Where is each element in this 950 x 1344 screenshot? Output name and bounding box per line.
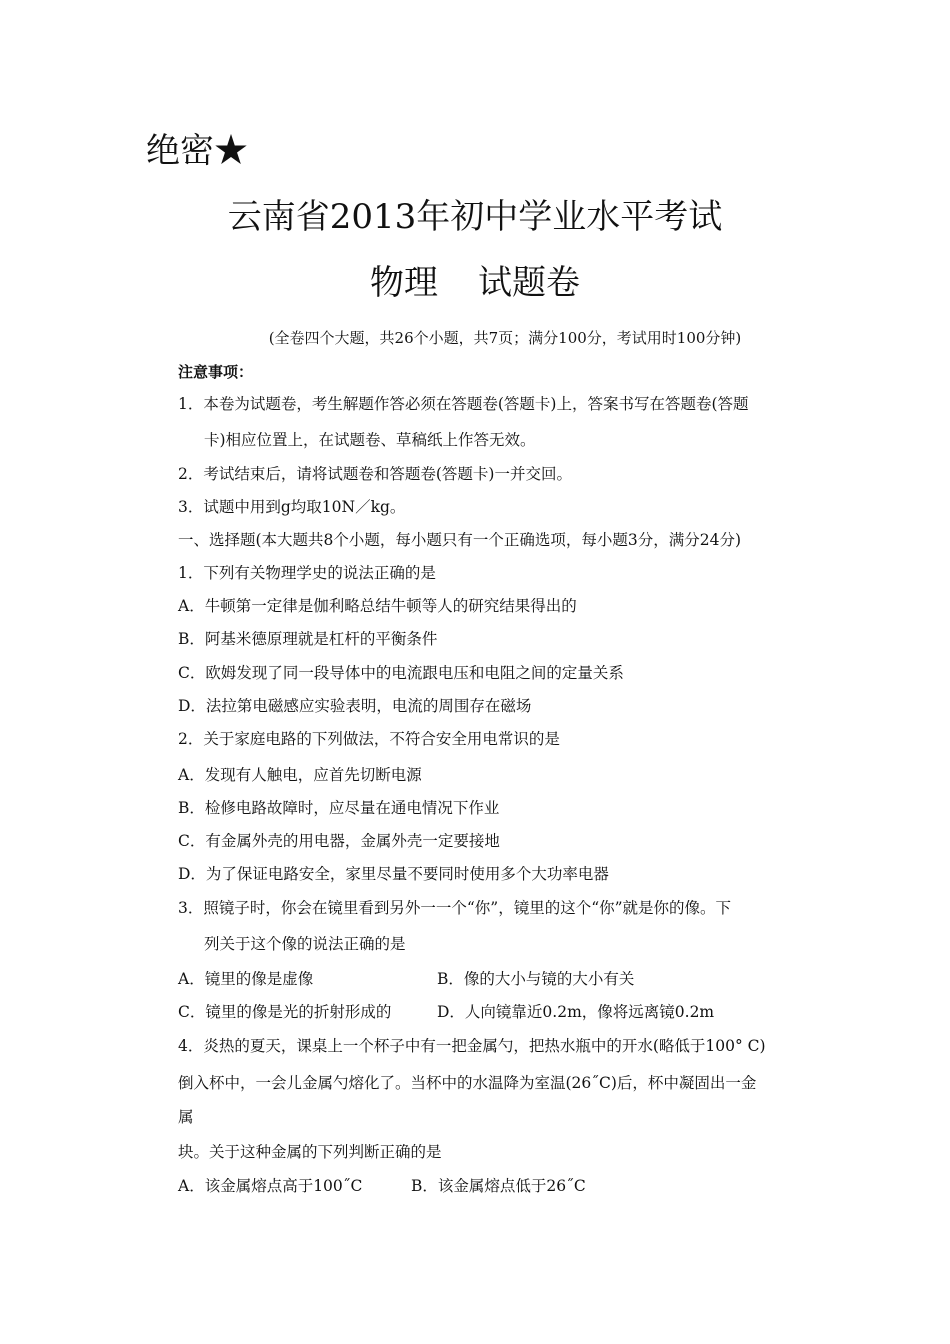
- q2-option-d: D．为了保证电路安全，家里尽量不要同时使用多个大功率电器: [178, 865, 609, 883]
- q3-option-a: A．镜里的像是虚像: [178, 970, 314, 988]
- q3-stem-cont: 列关于这个像的说法正确的是: [204, 935, 406, 953]
- q2-option-c: C．有金属外壳的用电器，金属外壳一定要接地: [178, 832, 500, 850]
- notice-item-3: 3．试题中用到g均取10N／kg。: [178, 498, 406, 516]
- exam-title: 云南省2013年初中学业水平考试: [227, 197, 723, 237]
- q2-stem: 2．关于家庭电路的下列做法，不符合安全用电常识的是: [178, 730, 560, 748]
- section-heading: 一、选择题(本大题共8个小题，每小题只有一个正确选项，每小题3分，满分24分): [178, 531, 742, 549]
- q4-stem-cont2: 属: [178, 1108, 194, 1126]
- q4-stem: 4．炎热的夏天，课桌上一个杯子中有一把金属勺，把热水瓶中的开水(略低于100° C): [178, 1037, 766, 1055]
- subtitle-paper: 试题卷: [478, 263, 580, 303]
- q2-option-b: B．检修电路故障时，应尽量在通电情况下作业: [178, 799, 500, 817]
- q1-option-b: B．阿基米德原理就是杠杆的平衡条件: [178, 630, 438, 648]
- q3-option-d: D．人向镜靠近0.2m，像将远离镜0.2m: [437, 1003, 715, 1021]
- notice-title: 注意事项：: [178, 363, 254, 381]
- q4-stem-cont: 倒入杯中，一会儿金属勺熔化了。当杯中的水温降为室温(26˝C)后，杯中凝固出一金: [178, 1074, 757, 1092]
- secret-mark: 绝密★: [146, 131, 248, 171]
- q1-option-d: D．法拉第电磁感应实验表明，电流的周围存在磁场: [178, 697, 532, 715]
- q4-stem-cont3: 块。关于这种金属的下列判断正确的是: [178, 1143, 442, 1161]
- notice-item-1-cont: 卡)相应位置上，在试题卷、草稿纸上作答无效。: [204, 431, 536, 449]
- notice-item-1: 1．本卷为试题卷，考生解题作答必须在答题卷(答题卡)上，答案书写在答题卷(答题: [178, 395, 749, 413]
- q3-option-c: C．镜里的像是光的折射形成的: [178, 1003, 392, 1021]
- notice-item-2: 2．考试结束后，请将试题卷和答题卷(答题卡)一并交回。: [178, 465, 572, 483]
- q1-option-c: C．欧姆发现了同一段导体中的电流跟电压和电阻之间的定量关系: [178, 664, 624, 682]
- q1-option-a: A．牛顿第一定律是伽利略总结牛顿等人的研究结果得出的: [178, 597, 577, 615]
- q4-option-b: B．该金属熔点低于26˝C: [411, 1177, 586, 1195]
- subtitle-subject: 物理: [370, 263, 438, 303]
- q1-stem: 1．下列有关物理学史的说法正确的是: [178, 564, 436, 582]
- q2-option-a: A．发现有人触电，应首先切断电源: [178, 766, 422, 784]
- q3-option-b: B．像的大小与镜的大小有关: [437, 970, 635, 988]
- q4-option-a: A．该金属熔点高于100˝C: [178, 1177, 363, 1195]
- exam-info: (全卷四个大题，共26个小题，共7页；满分100分，考试用时100分钟): [268, 329, 742, 347]
- exam-subtitle: [0, 263, 950, 303]
- q3-stem: 3．照镜子时，你会在镜里看到另外一一个“你”，镜里的这个“你”就是你的像。下: [178, 899, 732, 917]
